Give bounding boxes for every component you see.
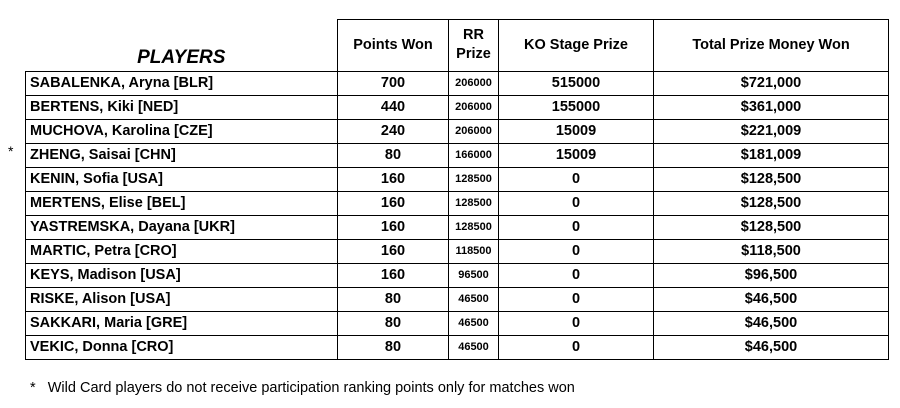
- rr-header-line1: RR: [463, 27, 484, 44]
- ko-prize-cell: 0: [499, 215, 654, 239]
- ko-prize-cell: 0: [499, 239, 654, 263]
- total-prize-cell: $221,009: [654, 119, 889, 143]
- points-cell: 440: [338, 95, 449, 119]
- table-row: [26, 287, 889, 311]
- table-row: [26, 119, 889, 143]
- total-prize-cell: $46,500: [654, 311, 889, 335]
- points-cell: 160: [338, 215, 449, 239]
- rr-prize-cell: 206000: [449, 71, 499, 95]
- table-row: [26, 191, 889, 215]
- total-prize-cell: $361,000: [654, 95, 889, 119]
- ko-prize-cell: 0: [499, 263, 654, 287]
- points-cell: 240: [338, 119, 449, 143]
- ko-prize-header: KO Stage Prize: [499, 20, 654, 72]
- rr-prize-cell: 206000: [449, 95, 499, 119]
- ko-prize-cell: 15009: [499, 119, 654, 143]
- ko-prize-cell: 0: [499, 287, 654, 311]
- points-cell: 160: [338, 239, 449, 263]
- player-cell: MARTIC, Petra [CRO]: [26, 239, 338, 263]
- total-prize-cell: $721,000: [654, 71, 889, 95]
- points-cell: 160: [338, 167, 449, 191]
- ko-prize-cell: 0: [499, 191, 654, 215]
- player-cell: SABALENKA, Aryna [BLR]: [26, 71, 338, 95]
- table-row: [26, 311, 889, 335]
- table-row: [26, 239, 889, 263]
- points-cell: 80: [338, 335, 449, 359]
- table-row: [26, 167, 889, 191]
- total-prize-cell: $181,009: [654, 143, 889, 167]
- points-cell: 160: [338, 191, 449, 215]
- total-prize-cell: $118,500: [654, 239, 889, 263]
- points-header: Points Won: [338, 20, 449, 72]
- player-cell: VEKIC, Donna [CRO]: [26, 335, 338, 359]
- footnote-marker: *: [30, 380, 36, 396]
- rr-prize-cell: 46500: [449, 311, 499, 335]
- points-cell: 80: [338, 287, 449, 311]
- player-cell: KENIN, Sofia [USA]: [26, 167, 338, 191]
- points-cell: 160: [338, 263, 449, 287]
- ko-prize-cell: 15009: [499, 143, 654, 167]
- rr-prize-cell: 128500: [449, 167, 499, 191]
- rr-prize-cell: 46500: [449, 287, 499, 311]
- total-prize-cell: $128,500: [654, 191, 889, 215]
- rr-prize-cell: 96500: [449, 263, 499, 287]
- total-prize-cell: $46,500: [654, 335, 889, 359]
- ko-prize-cell: 515000: [499, 71, 654, 95]
- table-row: [26, 143, 889, 167]
- rr-prize-cell: 118500: [449, 239, 499, 263]
- player-cell: BERTENS, Kiki [NED]: [26, 95, 338, 119]
- prize-money-table: [25, 19, 889, 360]
- rr-prize-cell: 46500: [449, 335, 499, 359]
- player-cell: YASTREMSKA, Dayana [UKR]: [26, 215, 338, 239]
- ko-prize-cell: 0: [499, 311, 654, 335]
- total-prize-cell: $128,500: [654, 167, 889, 191]
- ko-prize-cell: 0: [499, 335, 654, 359]
- header-row: [26, 20, 889, 72]
- ko-prize-cell: 155000: [499, 95, 654, 119]
- player-cell: RISKE, Alison [USA]: [26, 287, 338, 311]
- player-cell: KEYS, Madison [USA]: [26, 263, 338, 287]
- rr-prize-cell: 206000: [449, 119, 499, 143]
- rr-prize-cell: 128500: [449, 215, 499, 239]
- table-row: [26, 215, 889, 239]
- total-prize-cell: $46,500: [654, 287, 889, 311]
- total-prize-cell: $128,500: [654, 215, 889, 239]
- rr-header-line2: Prize: [456, 46, 491, 63]
- player-cell: ZHENG, Saisai [CHN]: [26, 143, 338, 167]
- total-prize-header: Total Prize Money Won: [654, 20, 889, 72]
- table-row: [26, 71, 889, 95]
- players-header: PLAYERS: [26, 20, 338, 72]
- player-cell: SAKKARI, Maria [GRE]: [26, 311, 338, 335]
- player-cell: MERTENS, Elise [BEL]: [26, 191, 338, 215]
- table-row: [26, 263, 889, 287]
- rr-prize-cell: 128500: [449, 191, 499, 215]
- footnote: [30, 380, 575, 396]
- ko-prize-cell: 0: [499, 167, 654, 191]
- player-cell: MUCHOVA, Karolina [CZE]: [26, 119, 338, 143]
- points-cell: 80: [338, 311, 449, 335]
- table-row: [26, 95, 889, 119]
- wildcard-marker: *: [8, 143, 14, 159]
- points-cell: 700: [338, 71, 449, 95]
- rr-prize-cell: 166000: [449, 143, 499, 167]
- rr-prize-header: [449, 20, 499, 72]
- footnote-text: Wild Card players do not receive participation ranking points only for matches won: [47, 380, 575, 396]
- total-prize-cell: $96,500: [654, 263, 889, 287]
- points-cell: 80: [338, 143, 449, 167]
- table-row: [26, 335, 889, 359]
